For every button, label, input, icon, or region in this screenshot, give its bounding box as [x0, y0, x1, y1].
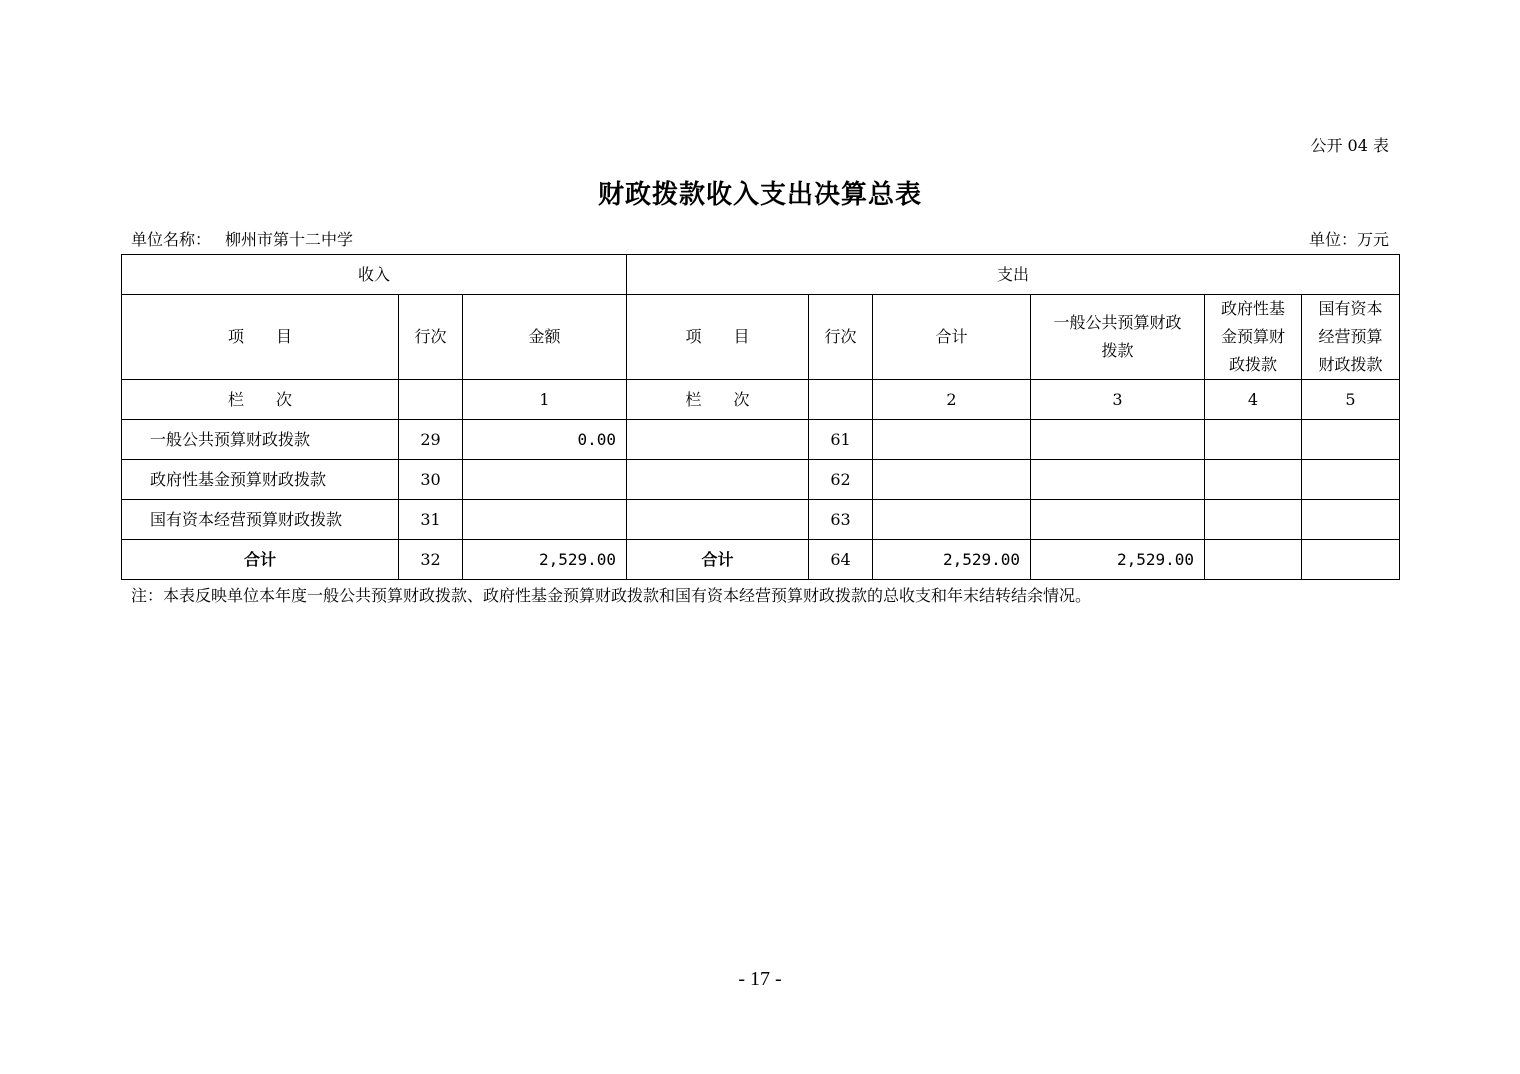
header-state-capital-l3: 财政拨款 [1318, 355, 1383, 374]
expense-gov-fund [1205, 460, 1302, 500]
expense-item [627, 460, 809, 500]
page-number: - 17 - [738, 968, 782, 990]
expense-total [873, 420, 1031, 460]
expense-total-state-capital [1302, 540, 1400, 580]
expense-gov-fund [1205, 420, 1302, 460]
column-index-empty [809, 380, 873, 420]
income-row-no: 30 [399, 460, 463, 500]
column-index-row [122, 380, 1400, 420]
expense-total-gov-fund [1205, 540, 1302, 580]
expense-state-capital [1302, 460, 1400, 500]
header-state-capital [1302, 295, 1400, 380]
header-general-budget-l1: 一般公共预算财政 [1053, 313, 1182, 332]
income-row-no: 29 [399, 420, 463, 460]
unit-name: 柳州市第十二中学 [225, 230, 354, 249]
column-index-1: 1 [463, 380, 627, 420]
column-index-4: 4 [1205, 380, 1302, 420]
unit-label: 单位：万元 [1308, 230, 1389, 249]
table-note: 注：本表反映单位本年度一般公共预算财政拨款、政府性基金预算财政拨款和国有资本经营预算财政拨款的总收支和年末结转结余情况。 [131, 586, 1092, 605]
column-index-empty [399, 380, 463, 420]
expense-general [1031, 500, 1205, 540]
header-gov-fund-l3: 政拨款 [1228, 355, 1277, 374]
income-amount: 0.00 [463, 420, 627, 460]
unit-name-label: 单位名称： [131, 230, 212, 249]
header-general-budget [1031, 295, 1205, 380]
expense-row-no: 62 [809, 460, 873, 500]
expense-state-capital [1302, 500, 1400, 540]
income-row-no: 31 [399, 500, 463, 540]
income-item: 一般公共预算财政拨款 [122, 420, 399, 460]
income-amount [463, 500, 627, 540]
column-label-income: 栏 次 [122, 380, 399, 420]
column-index-3: 3 [1031, 380, 1205, 420]
header-income-row-no: 行次 [399, 295, 463, 380]
totals-row [122, 540, 1400, 580]
expense-item [627, 500, 809, 540]
income-amount [463, 460, 627, 500]
column-index-5: 5 [1302, 380, 1400, 420]
page-title: 财政拨款收入支出决算总表 [597, 180, 922, 210]
table-row [122, 460, 1400, 500]
column-index-2: 2 [873, 380, 1031, 420]
header-expense-item: 项 目 [627, 295, 809, 380]
form-number: 公开 04 表 [1310, 136, 1389, 155]
expense-total-general: 2,529.00 [1031, 540, 1205, 580]
expense-total-label: 合计 [627, 540, 809, 580]
income-item: 国有资本经营预算财政拨款 [122, 500, 399, 540]
header-expense-row-no: 行次 [809, 295, 873, 380]
expense-row-no: 61 [809, 420, 873, 460]
expense-total [873, 460, 1031, 500]
income-item: 政府性基金预算财政拨款 [122, 460, 399, 500]
header-state-capital-l1: 国有资本 [1318, 299, 1383, 318]
expense-row-no: 63 [809, 500, 873, 540]
income-total-row-no: 32 [399, 540, 463, 580]
header-income-item: 项 目 [122, 295, 399, 380]
expense-general [1031, 460, 1205, 500]
income-total-label: 合计 [122, 540, 399, 580]
expense-general [1031, 420, 1205, 460]
header-gov-fund [1205, 295, 1302, 380]
expense-total [873, 500, 1031, 540]
expense-total-row-no: 64 [809, 540, 873, 580]
header-state-capital-l2: 经营预算 [1318, 327, 1383, 346]
header-income: 收入 [122, 255, 627, 295]
header-gov-fund-l1: 政府性基 [1220, 299, 1285, 318]
header-income-amount: 金额 [463, 295, 627, 380]
table-row [122, 420, 1400, 460]
header-row-columns [122, 295, 1400, 380]
income-total-amount: 2,529.00 [463, 540, 627, 580]
unit-name-line [131, 227, 353, 250]
expense-item [627, 420, 809, 460]
expense-state-capital [1302, 420, 1400, 460]
column-label-expense: 栏 次 [627, 380, 809, 420]
header-general-budget-l2: 拨款 [1101, 341, 1134, 360]
header-expense-total: 合计 [873, 295, 1031, 380]
table-row [122, 500, 1400, 540]
budget-summary-table [121, 254, 1400, 580]
expense-gov-fund [1205, 500, 1302, 540]
header-gov-fund-l2: 金预算财 [1220, 327, 1285, 346]
header-expense: 支出 [627, 255, 1400, 295]
expense-total-amount: 2,529.00 [873, 540, 1031, 580]
header-row-sections [122, 255, 1400, 295]
